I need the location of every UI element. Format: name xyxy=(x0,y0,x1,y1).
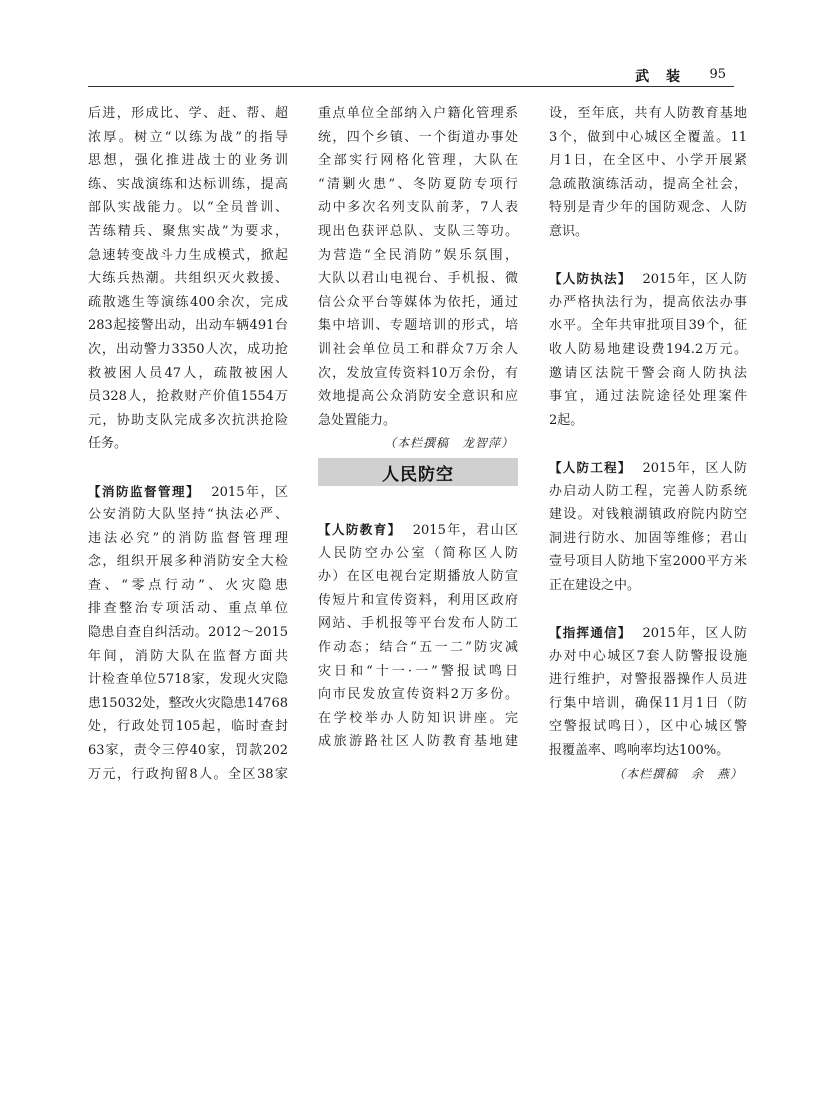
text-line: 次，出动警力3350人次，成功抢 xyxy=(88,341,288,357)
paragraph-command-communication xyxy=(549,621,747,763)
text-line: 动中多次名列支队前茅，7人表 xyxy=(318,200,518,216)
text-line: 练、实战演练和达标训练，提高 xyxy=(88,176,288,192)
text-line: 3个，做到中心城区全覆盖。11 xyxy=(549,129,747,145)
text-line: 效地提高公众消防安全意识和应 xyxy=(318,389,518,405)
text-line: 在学校举办人防知识讲座。完 xyxy=(318,710,518,726)
text-fragment: 2015年，区人防 xyxy=(642,272,747,288)
section-keyword: 【人防教育】 xyxy=(318,522,402,537)
text-column-2-lower xyxy=(318,518,518,754)
text-line: 行集中培训，确保11月1日（防 xyxy=(549,695,747,711)
text-column-2 xyxy=(318,102,518,456)
paragraph-fire-supervision xyxy=(88,480,288,787)
text-line: 283起接警出动，出动车辆491台 xyxy=(88,318,288,334)
text-line: 壹号项目人防地下室2000平方米 xyxy=(549,554,747,570)
text-line: 洞进行防水、加固等维修；君山 xyxy=(549,530,747,546)
text-line: 水平。全年共审批项目39个，征 xyxy=(549,318,747,334)
text-line: 传短片和宣传资料，利用区政府 xyxy=(318,592,518,608)
text-line: 空警报试鸣日），区中心城区警 xyxy=(549,719,747,735)
section-title: 武 装 xyxy=(635,69,686,85)
text-line: 邀请区法院干警会商人防执法 xyxy=(549,365,747,381)
text-line: 办）在区电视台定期播放人防宣 xyxy=(318,569,518,585)
text-line: 救被困人员47人，疏散被困人 xyxy=(88,365,288,381)
text-line: 统，四个乡镇、一个街道办事处 xyxy=(318,129,518,145)
text-line: 办严格执法行为，提高依法办事 xyxy=(549,294,747,310)
text-line: 次，发放宣传资料10万余份，有 xyxy=(318,365,518,381)
text-line: 现出色获评总队、支队三等功。 xyxy=(318,223,518,239)
text-line: 部队实战能力。以“全员普训、 xyxy=(88,200,288,216)
text-line: 急速转变战斗力生成模式，掀起 xyxy=(88,247,288,263)
text-line: 作动态；结合“五一二”防灾减 xyxy=(318,639,518,655)
section-keyword: 【人防执法】 xyxy=(549,271,632,287)
text-line: 办启动人防工程，完善人防系统 xyxy=(549,483,747,499)
running-header xyxy=(88,66,734,87)
text-line: 正在建设之中。 xyxy=(549,577,641,593)
text-line: 员328人，抢救财产价值1554万 xyxy=(88,389,288,405)
text-line: 报覆盖率、鸣响率均达100%。 xyxy=(549,743,730,759)
text-line: 网站、手机报等平台发布人防工 xyxy=(318,616,518,632)
text-fragment: 2015年，君山区 xyxy=(412,523,518,538)
text-line: 患15032处，整改火灾隐患14768 xyxy=(88,695,288,711)
text-line: 人民防空办公室（简称区人防 xyxy=(318,545,518,561)
paragraph-civil-defense-enforcement xyxy=(549,267,747,432)
text-line: 思想，强化推进战士的业务训 xyxy=(88,153,288,169)
text-line: 月1日，在全区中、小学开展紧 xyxy=(549,153,747,169)
text-line: 急处置能力。 xyxy=(318,412,397,428)
text-line: 大队以君山电视台、手机报、微 xyxy=(318,271,518,287)
text-line: 处，行政处罚105起，临时查封 xyxy=(88,719,288,735)
text-line: 成旅游路社区人防教育基地建 xyxy=(318,734,518,750)
text-line: 建设。对钱粮湖镇政府院内防空 xyxy=(549,507,747,523)
paragraph-civil-defense-education xyxy=(318,518,518,754)
page-number: 95 xyxy=(709,67,726,82)
text-line: 隐患自查自纠活动。2012～2015 xyxy=(88,625,288,641)
author-credit: （本栏撰稿 余 燕） xyxy=(612,766,743,781)
text-line: 公安消防大队坚持“执法必严、 xyxy=(88,507,288,523)
text-line: 元，协助支队完成多次抗洪抢险 xyxy=(88,412,288,428)
text-line: 进行维护，对警报器操作人员进 xyxy=(549,672,747,688)
text-line: 训社会单位员工和群众7万余人 xyxy=(318,341,518,357)
text-line: 全部实行网格化管理，大队在 xyxy=(318,153,518,169)
section-keyword: 【人防工程】 xyxy=(549,459,632,475)
text-line: 任务。 xyxy=(88,436,128,452)
text-line: 念，组织开展多种消防安全大检 xyxy=(88,554,288,570)
text-line: 重点单位全部纳入户籍化管理系 xyxy=(318,106,518,121)
section-banner-title: 人民防空 xyxy=(382,464,454,485)
text-line: 事宜，通过法院途径处理案件 xyxy=(549,389,747,405)
author-credit: （本栏撰稿 龙智萍） xyxy=(383,436,514,451)
section-keyword: 【消防监督管理】 xyxy=(88,483,201,499)
text-line: “清剿火患”、冬防夏防专项行 xyxy=(318,176,518,192)
text-fragment: 2015年，区人防 xyxy=(642,626,747,642)
text-column-3 xyxy=(549,102,747,786)
text-line: 设，至年底，共有人防教育基地 xyxy=(549,106,747,121)
text-line: 信公众平台等媒体为依托，通过 xyxy=(318,294,518,310)
paragraph-fire-units xyxy=(318,102,518,432)
text-line: 办对中心城区7套人防警报设施 xyxy=(549,648,747,664)
text-line: 收人防易地建设费194.2万元。 xyxy=(549,341,747,357)
text-line: 63家，责令三停40家，罚款202 xyxy=(88,743,288,759)
text-line: 年间，消防大队在监督方面共 xyxy=(88,648,288,664)
text-line: 向市民发放宣传资料2万多份。 xyxy=(318,687,518,703)
text-line: 万元，行政拘留8人。全区38家 xyxy=(88,766,288,782)
text-line: 查、“零点行动”、火灾隐患 xyxy=(88,577,288,593)
paragraph-civil-defense-engineering xyxy=(549,456,747,598)
text-line: 后进，形成比、学、赶、帮、超 xyxy=(88,106,288,121)
text-line: 疏散逃生等演练400余次，完成 xyxy=(88,294,288,310)
paragraph-education-continued xyxy=(549,102,747,244)
text-fragment: 2015年，区人防 xyxy=(642,460,747,476)
text-line: 违法必究”的消防监督管理理 xyxy=(88,530,288,546)
text-line: 灾日和“十一·一”警报试鸣日 xyxy=(318,663,518,679)
text-line: 排查整治专项活动、重点单位 xyxy=(88,601,288,617)
text-line: 意识。 xyxy=(549,223,589,239)
text-line: 急疏散演练活动，提高全社会， xyxy=(549,176,747,192)
text-column-1 xyxy=(88,102,288,786)
text-line: 集中培训、专题培训的形式，培 xyxy=(318,318,518,334)
text-line: 浓厚。树立“以练为战”的指导 xyxy=(88,129,288,145)
paragraph-training xyxy=(88,102,288,456)
text-line: 苦练精兵、聚焦实战”为要求， xyxy=(88,223,288,239)
text-line: 特别是青少年的国防观念、人防 xyxy=(549,200,747,216)
text-line: 大练兵热潮。共组织灭火救援、 xyxy=(88,271,288,287)
text-line: 2起。 xyxy=(549,412,584,428)
text-line: 计检查单位5718家，发现火灾隐 xyxy=(88,672,288,688)
text-line: 为营造“全民消防”娱乐氛围， xyxy=(318,247,518,263)
text-fragment: 2015年，区 xyxy=(211,484,288,500)
section-banner xyxy=(318,458,518,486)
section-keyword: 【指挥通信】 xyxy=(549,625,632,641)
